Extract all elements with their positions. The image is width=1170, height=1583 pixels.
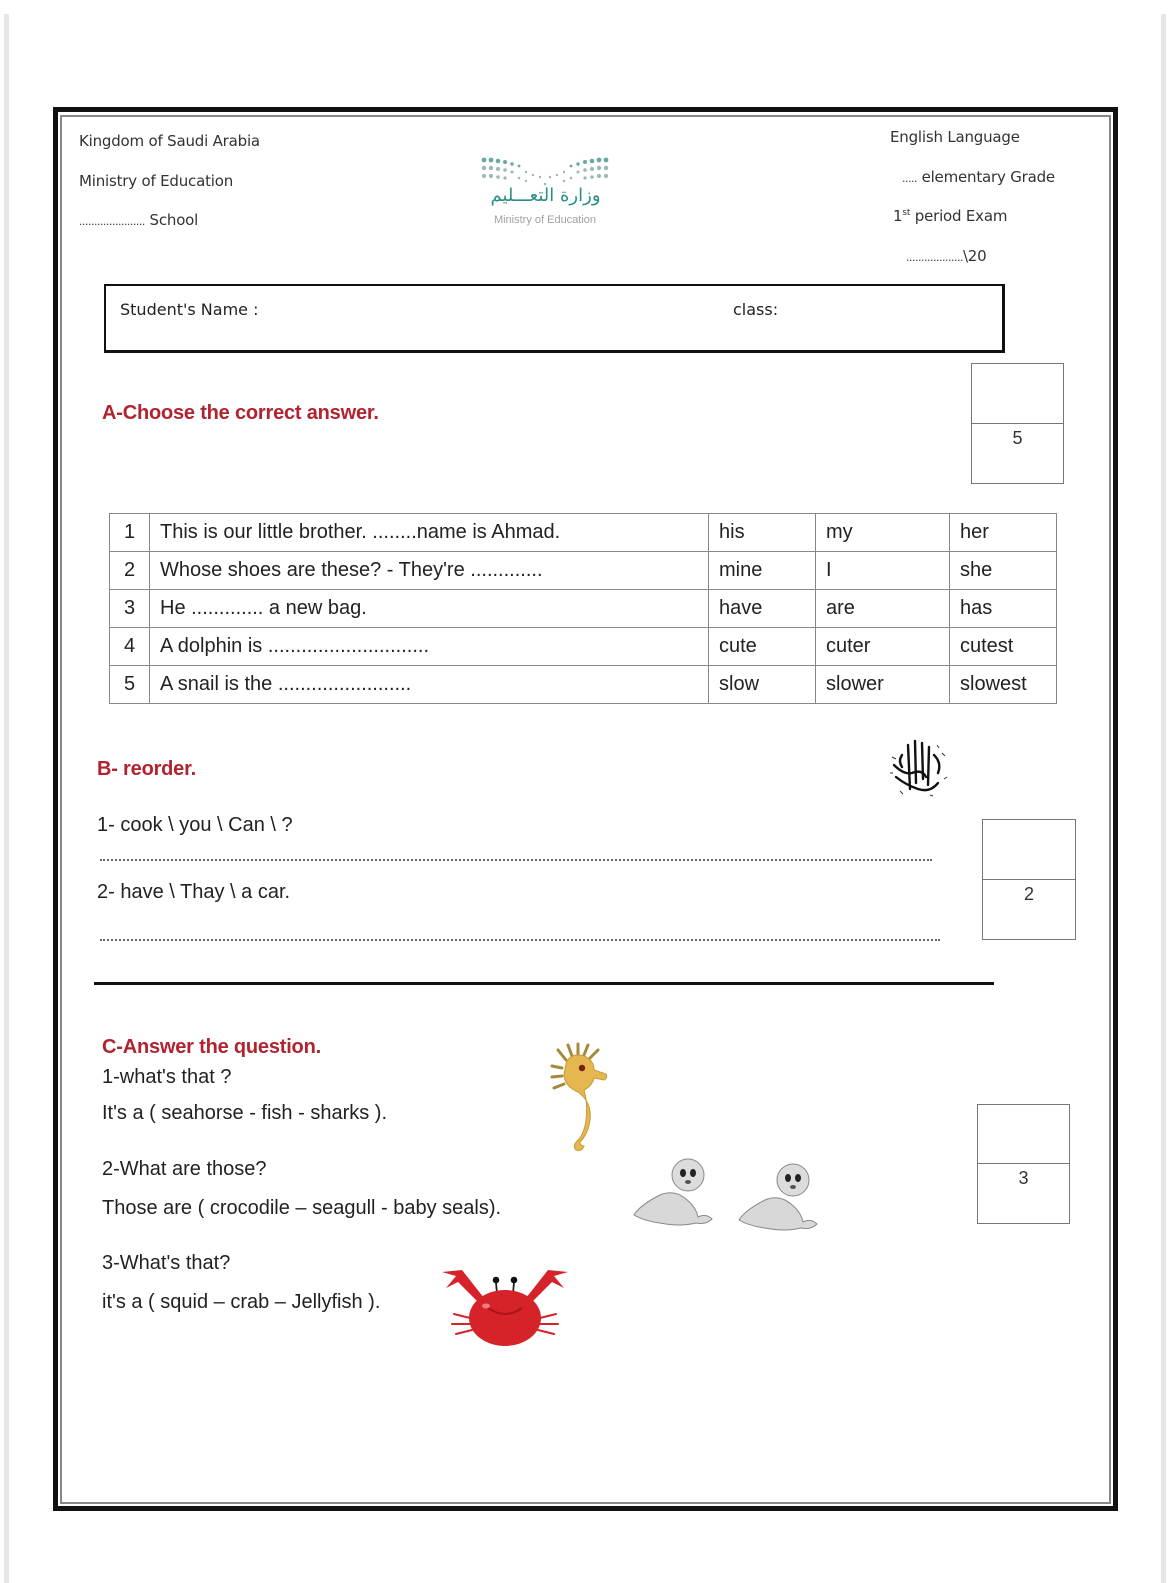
section-a-score: 5 (1012, 427, 1023, 448)
student-class-field[interactable]: class: (733, 300, 779, 319)
answer-choices-1[interactable]: It's a ( seahorse - fish - sharks ). (102, 1102, 388, 1124)
question-number: 4 (110, 628, 150, 666)
option-cell[interactable]: slowest (950, 666, 1057, 704)
question-text: A dolphin is ............................. (150, 628, 709, 666)
option-cell[interactable]: slower (816, 666, 950, 704)
page-edge-left (4, 14, 9, 1583)
seahorse-icon (548, 1042, 612, 1152)
header-grade (902, 168, 1055, 186)
option-cell[interactable]: have (709, 590, 816, 628)
question-2: 2-What are those? (102, 1158, 267, 1180)
section-c-score: 3 (1018, 1168, 1029, 1188)
reorder-item-1: 1- cook \ you \ Can \ ? (97, 814, 293, 836)
logo-arabic-text: وزارة التعـــليم (490, 185, 601, 206)
section-c-title: C-Answer the question. (102, 1036, 321, 1058)
question-text: Whose shoes are these? - They're ............. (150, 552, 709, 590)
header-score (906, 247, 986, 265)
header-school (79, 211, 198, 229)
option-cell[interactable]: cute (709, 628, 816, 666)
section-divider (94, 982, 994, 985)
option-cell[interactable]: his (709, 514, 816, 552)
answer-line-1[interactable] (100, 859, 932, 861)
question-1: 1-what's that ? (102, 1066, 232, 1088)
logo-english-text: Ministry of Education (493, 214, 597, 226)
option-cell[interactable]: my (816, 514, 950, 552)
grade-blank: ..... (902, 172, 917, 185)
page-edge-right (1161, 14, 1166, 1583)
baby-seal-icon (630, 1155, 718, 1229)
option-cell[interactable]: are (816, 590, 950, 628)
option-cell[interactable]: has (950, 590, 1057, 628)
section-b-score-box (982, 819, 1076, 940)
score-total: \20 (962, 247, 987, 265)
section-b-score: 2 (1023, 883, 1034, 904)
header-exam (893, 207, 1007, 225)
table-row (110, 552, 1057, 590)
score-blank-cell[interactable] (983, 820, 1075, 880)
question-text: He ............. a new bag. (150, 590, 709, 628)
question-3: 3-What's that? (102, 1252, 231, 1274)
school-blank: ...................... (79, 215, 145, 228)
baby-seal-icon (735, 1160, 823, 1234)
question-number: 5 (110, 666, 150, 704)
exam-ordinal: st (902, 208, 911, 218)
choices-table (109, 513, 1057, 704)
student-name-field[interactable]: Student's Name : (120, 300, 259, 319)
option-cell[interactable]: she (950, 552, 1057, 590)
table-row (110, 666, 1057, 704)
score-blank-cell[interactable] (972, 364, 1063, 424)
score-blank: ................... (906, 251, 963, 264)
grade-label: elementary Grade (921, 168, 1055, 186)
option-cell[interactable]: I (816, 552, 950, 590)
section-a-score-box (971, 363, 1064, 484)
reorder-item-2: 2- have \ Thay \ a car. (97, 881, 291, 903)
crab-icon (440, 1268, 570, 1348)
question-number: 3 (110, 590, 150, 628)
exam-number: 1 (893, 207, 903, 225)
answer-line-2[interactable] (100, 939, 940, 941)
option-cell[interactable]: mine (709, 552, 816, 590)
question-number: 2 (110, 552, 150, 590)
table-row (110, 628, 1057, 666)
table-row (110, 590, 1057, 628)
answer-choices-2[interactable]: Those are ( crocodile – seagull - baby seals). (102, 1197, 502, 1219)
header-country: Kingdom of Saudi Arabia (79, 132, 260, 150)
score-blank-cell[interactable] (978, 1105, 1069, 1164)
calligraphy-emblem-icon (882, 733, 956, 807)
question-text: This is our little brother. ........name is Ahmad. (150, 514, 709, 552)
option-cell[interactable]: slow (709, 666, 816, 704)
section-c-score-box (977, 1104, 1070, 1224)
option-cell[interactable]: her (950, 514, 1057, 552)
school-label: School (149, 211, 199, 229)
answer-choices-3[interactable]: it's a ( squid – crab – Jellyfish ). (102, 1291, 381, 1313)
section-a-title: A-Choose the correct answer. (102, 402, 379, 424)
section-b-title: B- reorder. (97, 758, 196, 780)
question-text: A snail is the ........................ (150, 666, 709, 704)
header-ministry: Ministry of Education (79, 172, 233, 190)
table-row (110, 514, 1057, 552)
header-subject: English Language (890, 128, 1020, 146)
option-cell[interactable]: cutest (950, 628, 1057, 666)
question-number: 1 (110, 514, 150, 552)
exam-label: period Exam (914, 207, 1008, 225)
option-cell[interactable]: cuter (816, 628, 950, 666)
